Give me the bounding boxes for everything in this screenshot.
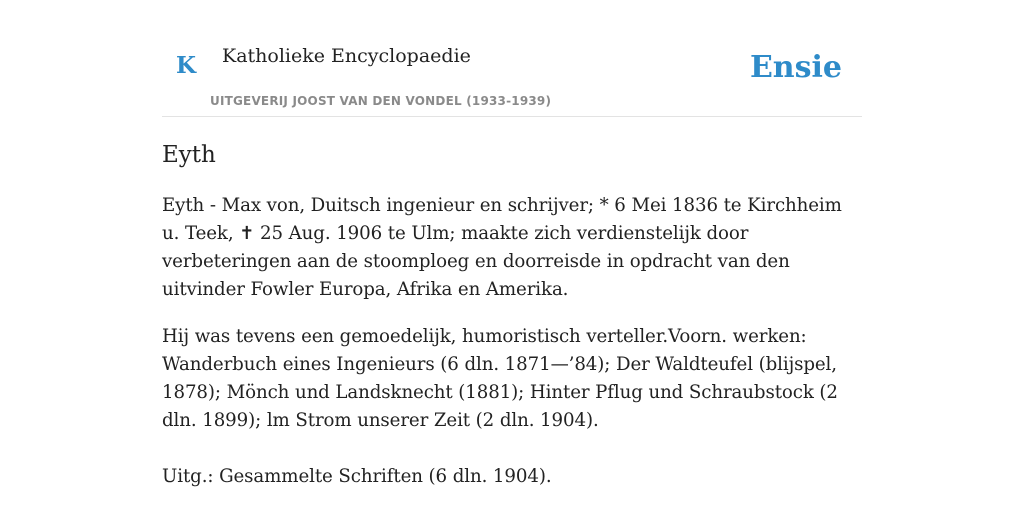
article-paragraph-2: Hij was tevens een gemoedelijk, humoristisch verteller.Voorn. werken: Wanderbuch eines Ingenieurs (6 dln. 1871—’84); Der Waldteufel (blijspel, 1878); Mönch und Landsknecht (1881); Hinter Pflug und Schraubstock (2 dln. 1899); lm Strom unserer Zeit (2 dln. 1904). [162, 326, 838, 431]
article-paragraph-3: Uitg.: Gesammelte Schriften (6 dln. 1904). [162, 466, 552, 487]
ensie-brand-logo[interactable]: Ensie [749, 50, 842, 85]
article-paragraph-1: Eyth - Max von, Duitsch ingenieur en schrijver; * 6 Mei 1836 te Kirchheim u. Teek, ✝ 25 Aug. 1906 te Ulm; maakte zich verdienstelijk door verbeteringen aan de stoomploeg en doorreisde in opdracht van den uitvinder Fowler Europa, Afrika en Amerika. [162, 195, 842, 300]
site-logo-k[interactable]: K [176, 52, 196, 79]
publisher-label: UITGEVERIJ JOOST VAN DEN VONDEL (1933-1939) [210, 94, 552, 108]
entry-title: Eyth [162, 142, 216, 168]
site-title-link[interactable]: Katholieke Encyclopaedie [222, 45, 471, 67]
article-content [162, 138, 862, 491]
site-header [162, 0, 862, 117]
